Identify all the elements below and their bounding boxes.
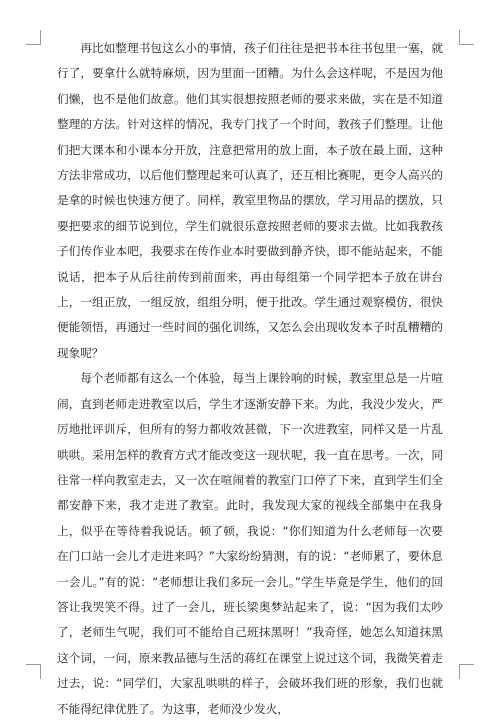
crop-mark-top-right (459, 30, 474, 45)
paragraph-2: 每个老师都有这么一个体验，每当上课铃响的时候，教室里总是一片喧闹，直到老师走进教室以后，学生才逐渐安静下来。为此，我没少发火，严厉地批评训斥，但所有的努力都收效甚微，下一次进教室，同样又是一片乱哄哄。采用怎样的教育方式才能改变这一现状呢，我一直在思考。一次，同往常一样向教室走去，又一次在喧闹着的教室门口停了下来，直到学生们全都安静下来，我才走进了教室。此时，我发现大家的视线全部集中在我身上，似乎在等待着我说话。顿了顿，我说：“你们知道为什么老师每一次要在门口站一会儿才走进来吗？”大家纷纷猜测，有的说：“老师累了，要休息一会儿。”有的说：“老师想让我们多玩一会儿。”学生毕竟是学生，他们的回答让我哭笑不得。过了一会儿，班长梁奥梦站起来了，说：“因为我们太吵了，老师生气呢，我们可不能给自己班抹黑呀！”我奇怪，她怎么知道抹黑这个词，一问，原来教品德与生活的蒋红在课堂上说过这个词，我微笑着走过去，说：“同学们，大家乱哄哄的样子，会破坏我们班的形象，我们也就不能得纪律优胜了。为这事，老师没少发火， (57, 371, 443, 716)
document-body (57, 36, 443, 722)
crop-mark-bottom-right (459, 664, 474, 679)
paragraph-1: 再比如整理书包这么小的事情，孩子们往往是把书本往书包里一塞，就行了，要拿什么就特麻烦，因为里面一团糟。为什么会这样呢，不是因为他们懒，也不是他们故意。他们其实很想按照老师的要求来做，实在是不知道整理的方法。针对这样的情况，我专门找了一个时间，教孩子们整理。让他们把大课本和小课本分开放，注意把常用的放上面，本子放在最上面，这种方法非常成功，以后他们整理起来可认真了，还互相比赛呢，更令人高兴的是拿的时候也快速方便了。同样，教室里物品的摆放，学习用品的摆放，只要把要求的细节说到位，学生们就很乐意按照老师的要求去做。比如我教孩子们传作业本吧，我要求在传作业本时要做到静齐快，即不能站起来，不能说话，把本子从后往前传到前面来，再由每组第一个同学把本子放在讲台上，一组正放，一组反放，组组分明，便于批改。学生通过观察模仿，很快便能领悟，再通过一些时间的强化训练，又怎么会出现收发本子时乱糟糟的现象呢？ (57, 41, 443, 360)
crop-mark-bottom-left (26, 664, 41, 679)
crop-mark-top-left (26, 30, 41, 45)
